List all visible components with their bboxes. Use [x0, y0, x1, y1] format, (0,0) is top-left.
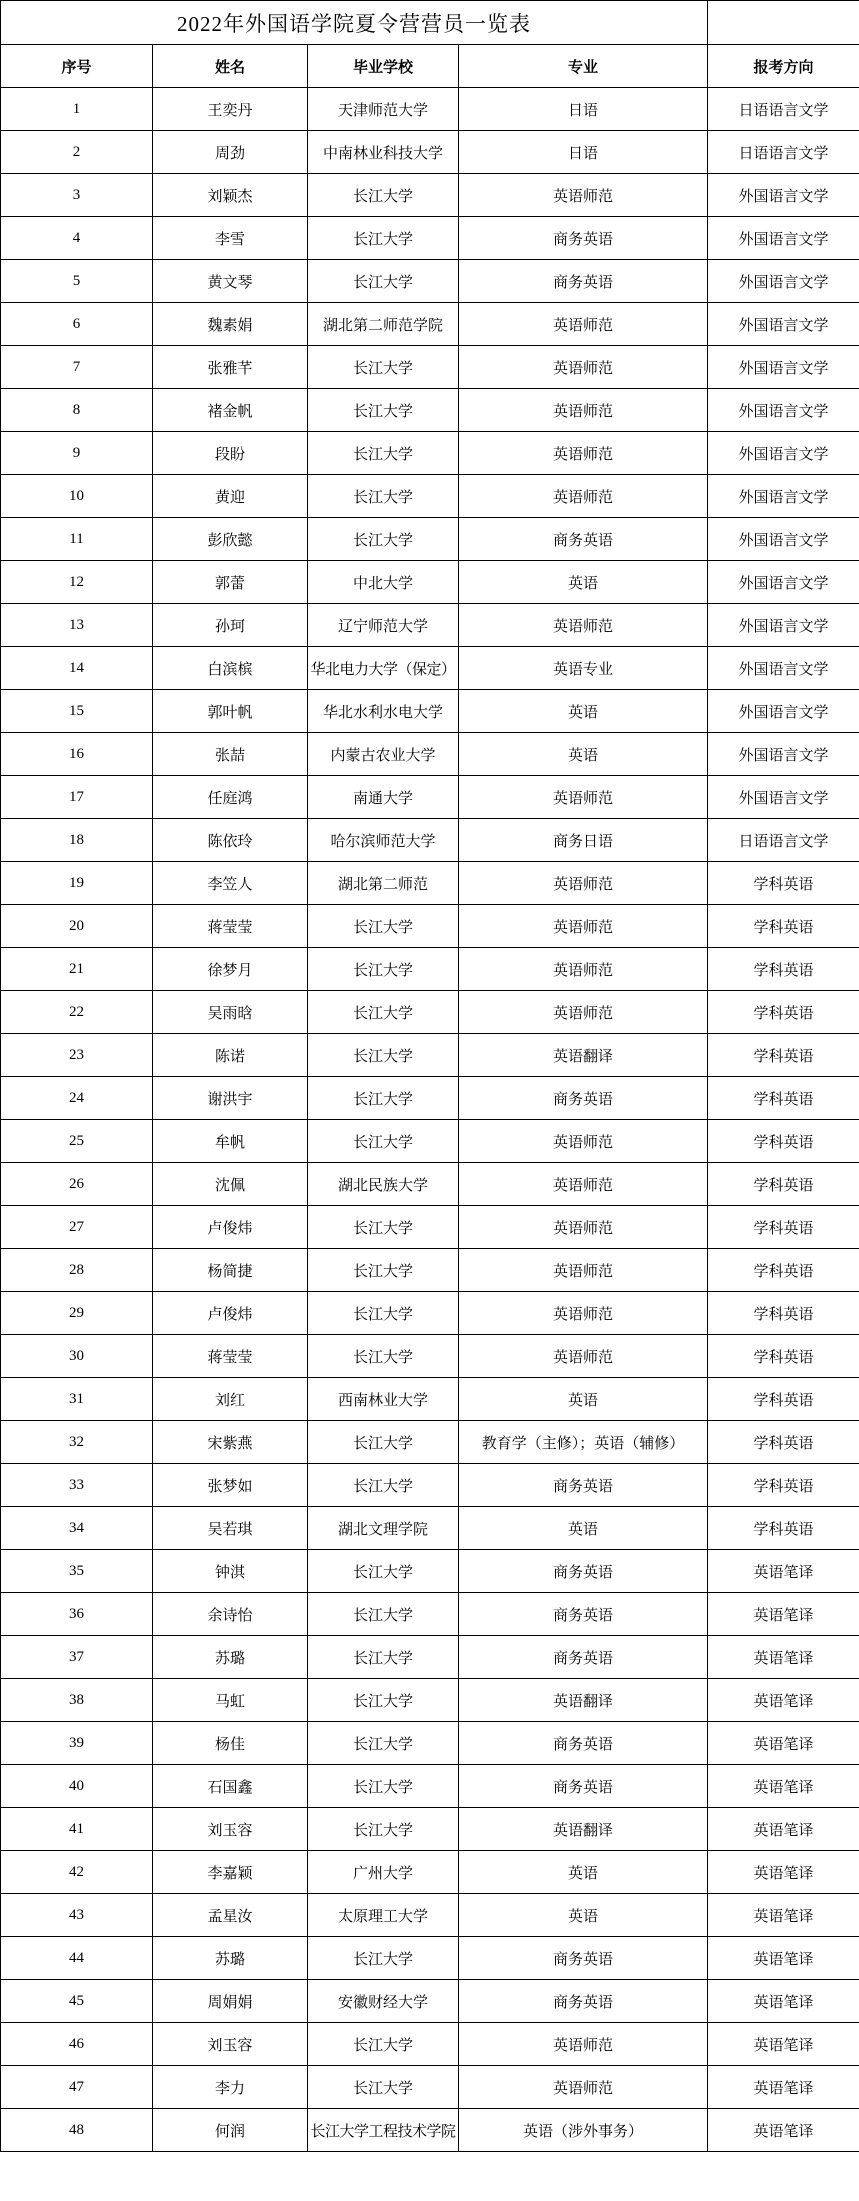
cell-name: 郭蕾 [153, 561, 308, 604]
cell-name: 钟淇 [153, 1550, 308, 1593]
cell-name: 宋紫燕 [153, 1421, 308, 1464]
column-header-no: 序号 [1, 45, 153, 88]
cell-major: 英语师范 [459, 1120, 708, 1163]
cell-school: 长江大学 [308, 217, 459, 260]
table-row [1, 1765, 859, 1808]
cell-major: 英语师范 [459, 475, 708, 518]
table-row [1, 1077, 859, 1120]
cell-no: 17 [1, 776, 153, 819]
table-row [1, 1937, 859, 1980]
cell-major: 英语专业 [459, 647, 708, 690]
cell-no: 2 [1, 131, 153, 174]
table-row [1, 561, 859, 604]
cell-school: 内蒙古农业大学 [308, 733, 459, 776]
table-row [1, 690, 859, 733]
cell-name: 刘颖杰 [153, 174, 308, 217]
cell-name: 段盼 [153, 432, 308, 475]
table-row [1, 776, 859, 819]
cell-no: 4 [1, 217, 153, 260]
cell-school: 长江大学 [308, 1679, 459, 1722]
cell-direction: 外国语言文学 [708, 389, 859, 432]
column-header-direction: 报考方向 [708, 45, 859, 88]
cell-major: 商务英语 [459, 518, 708, 561]
cell-school: 长江大学 [308, 1206, 459, 1249]
cell-school: 华北电力大学（保定） [308, 647, 459, 690]
cell-name: 魏素娟 [153, 303, 308, 346]
cell-name: 李笠人 [153, 862, 308, 905]
cell-no: 19 [1, 862, 153, 905]
cell-major: 商务英语 [459, 1722, 708, 1765]
table-row [1, 1679, 859, 1722]
cell-major: 英语（涉外事务） [459, 2109, 708, 2152]
table-row [1, 1292, 859, 1335]
cell-school: 太原理工大学 [308, 1894, 459, 1937]
table-row [1, 1421, 859, 1464]
cell-no: 31 [1, 1378, 153, 1421]
cell-school: 湖北第二师范 [308, 862, 459, 905]
cell-school: 湖北民族大学 [308, 1163, 459, 1206]
cell-name: 张雅芊 [153, 346, 308, 389]
cell-name: 蒋莹莹 [153, 905, 308, 948]
cell-school: 长江大学 [308, 1077, 459, 1120]
title-row [1, 1, 859, 45]
cell-direction: 外国语言文学 [708, 217, 859, 260]
cell-school: 长江大学 [308, 2023, 459, 2066]
cell-school: 长江大学 [308, 905, 459, 948]
cell-no: 25 [1, 1120, 153, 1163]
cell-major: 英语师范 [459, 2066, 708, 2109]
cell-no: 46 [1, 2023, 153, 2066]
table-row [1, 1249, 859, 1292]
cell-direction: 英语笔译 [708, 1765, 859, 1808]
cell-name: 吴雨晗 [153, 991, 308, 1034]
table-row [1, 733, 859, 776]
cell-direction: 外国语言文学 [708, 475, 859, 518]
cell-name: 黄文琴 [153, 260, 308, 303]
cell-direction: 学科英语 [708, 1292, 859, 1335]
table-row [1, 1464, 859, 1507]
cell-no: 33 [1, 1464, 153, 1507]
page-title: 2022年外国语学院夏令营营员一览表 [1, 1, 708, 45]
cell-no: 5 [1, 260, 153, 303]
cell-no: 47 [1, 2066, 153, 2109]
column-header-name: 姓名 [153, 45, 308, 88]
cell-no: 39 [1, 1722, 153, 1765]
cell-major: 商务日语 [459, 819, 708, 862]
cell-no: 6 [1, 303, 153, 346]
column-header-row [1, 45, 859, 88]
cell-no: 34 [1, 1507, 153, 1550]
cell-direction: 英语笔译 [708, 1808, 859, 1851]
cell-name: 周娟娟 [153, 1980, 308, 2023]
cell-name: 张梦如 [153, 1464, 308, 1507]
cell-school: 中南林业科技大学 [308, 131, 459, 174]
cell-direction: 英语笔译 [708, 1550, 859, 1593]
cell-no: 44 [1, 1937, 153, 1980]
cell-school: 辽宁师范大学 [308, 604, 459, 647]
cell-direction: 外国语言文学 [708, 518, 859, 561]
cell-no: 27 [1, 1206, 153, 1249]
cell-no: 35 [1, 1550, 153, 1593]
cell-direction: 学科英语 [708, 991, 859, 1034]
cell-major: 英语 [459, 1894, 708, 1937]
cell-no: 15 [1, 690, 153, 733]
cell-no: 38 [1, 1679, 153, 1722]
cell-school: 长江大学 [308, 1636, 459, 1679]
cell-direction: 学科英语 [708, 1206, 859, 1249]
cell-name: 徐梦月 [153, 948, 308, 991]
table-row [1, 1550, 859, 1593]
cell-name: 孟星汝 [153, 1894, 308, 1937]
cell-direction: 学科英语 [708, 1335, 859, 1378]
cell-no: 48 [1, 2109, 153, 2152]
table-row [1, 88, 859, 131]
cell-name: 牟帆 [153, 1120, 308, 1163]
cell-major: 英语翻译 [459, 1808, 708, 1851]
cell-school: 长江大学 [308, 518, 459, 561]
cell-direction: 日语语言文学 [708, 88, 859, 131]
cell-name: 杨佳 [153, 1722, 308, 1765]
cell-direction: 学科英语 [708, 1378, 859, 1421]
cell-no: 16 [1, 733, 153, 776]
cell-major: 日语 [459, 131, 708, 174]
table-row [1, 1507, 859, 1550]
cell-school: 长江大学 [308, 2066, 459, 2109]
cell-no: 30 [1, 1335, 153, 1378]
cell-major: 商务英语 [459, 1765, 708, 1808]
table-row [1, 991, 859, 1034]
table-row [1, 432, 859, 475]
cell-no: 7 [1, 346, 153, 389]
cell-no: 21 [1, 948, 153, 991]
cell-school: 长江大学 [308, 174, 459, 217]
cell-no: 37 [1, 1636, 153, 1679]
cell-direction: 日语语言文学 [708, 819, 859, 862]
cell-direction: 外国语言文学 [708, 604, 859, 647]
cell-name: 何润 [153, 2109, 308, 2152]
cell-no: 3 [1, 174, 153, 217]
cell-name: 陈诺 [153, 1034, 308, 1077]
cell-major: 商务英语 [459, 217, 708, 260]
cell-name: 褚金帆 [153, 389, 308, 432]
cell-major: 英语 [459, 733, 708, 776]
table-row [1, 1722, 859, 1765]
cell-direction: 英语笔译 [708, 2109, 859, 2152]
title-empty-cell [708, 1, 859, 45]
cell-no: 1 [1, 88, 153, 131]
cell-school: 长江大学 [308, 991, 459, 1034]
cell-name: 沈佩 [153, 1163, 308, 1206]
cell-no: 36 [1, 1593, 153, 1636]
cell-name: 杨简捷 [153, 1249, 308, 1292]
cell-name: 王奕丹 [153, 88, 308, 131]
table-row [1, 260, 859, 303]
cell-major: 英语师范 [459, 948, 708, 991]
table-row [1, 174, 859, 217]
cell-major: 英语师范 [459, 346, 708, 389]
cell-name: 白滨槟 [153, 647, 308, 690]
table-row [1, 518, 859, 561]
cell-direction: 学科英语 [708, 905, 859, 948]
table-row [1, 1206, 859, 1249]
cell-no: 26 [1, 1163, 153, 1206]
cell-direction: 英语笔译 [708, 1679, 859, 1722]
table-row [1, 1378, 859, 1421]
cell-school: 长江大学 [308, 1722, 459, 1765]
table-row [1, 475, 859, 518]
table-row [1, 1034, 859, 1077]
cell-name: 郭叶帆 [153, 690, 308, 733]
cell-major: 英语师范 [459, 905, 708, 948]
cell-name: 刘玉容 [153, 2023, 308, 2066]
roster-body [1, 88, 859, 2152]
cell-major: 英语 [459, 1507, 708, 1550]
cell-name: 谢洪宇 [153, 1077, 308, 1120]
cell-no: 12 [1, 561, 153, 604]
table-row [1, 1894, 859, 1937]
cell-major: 英语师范 [459, 604, 708, 647]
cell-direction: 外国语言文学 [708, 346, 859, 389]
table-row [1, 2066, 859, 2109]
cell-major: 商务英语 [459, 260, 708, 303]
cell-major: 英语师范 [459, 174, 708, 217]
cell-major: 教育学（主修）；英语（辅修） [459, 1421, 708, 1464]
cell-direction: 外国语言文学 [708, 690, 859, 733]
cell-school: 长江大学 [308, 1937, 459, 1980]
cell-name: 石国鑫 [153, 1765, 308, 1808]
cell-no: 29 [1, 1292, 153, 1335]
cell-direction: 外国语言文学 [708, 733, 859, 776]
table-row [1, 905, 859, 948]
cell-major: 英语 [459, 1378, 708, 1421]
cell-name: 陈依玲 [153, 819, 308, 862]
column-header-major: 专业 [459, 45, 708, 88]
cell-school: 长江大学 [308, 1808, 459, 1851]
table-row [1, 1980, 859, 2023]
cell-name: 马虹 [153, 1679, 308, 1722]
table-row [1, 131, 859, 174]
cell-school: 长江大学 [308, 1765, 459, 1808]
table-row [1, 2109, 859, 2152]
cell-no: 9 [1, 432, 153, 475]
cell-name: 苏璐 [153, 1937, 308, 1980]
cell-school: 长江大学 [308, 1550, 459, 1593]
cell-name: 任庭鸿 [153, 776, 308, 819]
cell-major: 英语师范 [459, 432, 708, 475]
cell-name: 刘红 [153, 1378, 308, 1421]
cell-no: 13 [1, 604, 153, 647]
cell-major: 商务英语 [459, 1464, 708, 1507]
table-row [1, 1335, 859, 1378]
cell-direction: 英语笔译 [708, 1593, 859, 1636]
cell-no: 28 [1, 1249, 153, 1292]
cell-no: 42 [1, 1851, 153, 1894]
cell-direction: 学科英语 [708, 1421, 859, 1464]
cell-school: 长江大学 [308, 432, 459, 475]
cell-no: 11 [1, 518, 153, 561]
table-row [1, 647, 859, 690]
cell-direction: 外国语言文学 [708, 432, 859, 475]
cell-school: 长江大学 [308, 1593, 459, 1636]
cell-direction: 学科英语 [708, 1249, 859, 1292]
cell-school: 长江大学 [308, 1464, 459, 1507]
cell-direction: 英语笔译 [708, 1937, 859, 1980]
cell-school: 长江大学 [308, 1034, 459, 1077]
cell-major: 英语师范 [459, 1206, 708, 1249]
cell-school: 中北大学 [308, 561, 459, 604]
cell-major: 英语师范 [459, 1335, 708, 1378]
cell-no: 8 [1, 389, 153, 432]
cell-school: 天津师范大学 [308, 88, 459, 131]
cell-no: 32 [1, 1421, 153, 1464]
table-row [1, 1593, 859, 1636]
cell-name: 刘玉容 [153, 1808, 308, 1851]
cell-major: 商务英语 [459, 1550, 708, 1593]
cell-major: 商务英语 [459, 1937, 708, 1980]
cell-no: 22 [1, 991, 153, 1034]
cell-name: 周劲 [153, 131, 308, 174]
cell-major: 商务英语 [459, 1636, 708, 1679]
table-row [1, 604, 859, 647]
cell-direction: 外国语言文学 [708, 561, 859, 604]
cell-name: 卢俊炜 [153, 1206, 308, 1249]
table-row [1, 389, 859, 432]
cell-school: 长江大学 [308, 475, 459, 518]
cell-direction: 学科英语 [708, 862, 859, 905]
cell-direction: 外国语言文学 [708, 303, 859, 346]
cell-major: 英语 [459, 1851, 708, 1894]
cell-school: 长江大学 [308, 1421, 459, 1464]
cell-name: 余诗怡 [153, 1593, 308, 1636]
table-row [1, 1120, 859, 1163]
cell-major: 英语师范 [459, 1163, 708, 1206]
cell-major: 英语 [459, 561, 708, 604]
cell-direction: 外国语言文学 [708, 776, 859, 819]
cell-school: 华北水利水电大学 [308, 690, 459, 733]
cell-school: 南通大学 [308, 776, 459, 819]
cell-major: 英语师范 [459, 1292, 708, 1335]
cell-no: 24 [1, 1077, 153, 1120]
cell-direction: 英语笔译 [708, 1636, 859, 1679]
cell-no: 45 [1, 1980, 153, 2023]
cell-name: 蒋莹莹 [153, 1335, 308, 1378]
cell-direction: 学科英语 [708, 1034, 859, 1077]
table-row [1, 1851, 859, 1894]
cell-direction: 外国语言文学 [708, 647, 859, 690]
table-row [1, 1163, 859, 1206]
table-row [1, 948, 859, 991]
table-row [1, 1636, 859, 1679]
cell-no: 43 [1, 1894, 153, 1937]
cell-direction: 学科英语 [708, 1464, 859, 1507]
cell-major: 英语师范 [459, 303, 708, 346]
cell-major: 商务英语 [459, 1980, 708, 2023]
cell-no: 14 [1, 647, 153, 690]
cell-direction: 学科英语 [708, 948, 859, 991]
cell-direction: 英语笔译 [708, 2066, 859, 2109]
cell-no: 23 [1, 1034, 153, 1077]
cell-no: 18 [1, 819, 153, 862]
cell-name: 黄迎 [153, 475, 308, 518]
cell-no: 10 [1, 475, 153, 518]
cell-no: 20 [1, 905, 153, 948]
cell-direction: 外国语言文学 [708, 260, 859, 303]
table-row [1, 1808, 859, 1851]
cell-name: 张喆 [153, 733, 308, 776]
cell-school: 长江大学 [308, 1335, 459, 1378]
cell-school: 长江大学 [308, 948, 459, 991]
cell-school: 西南林业大学 [308, 1378, 459, 1421]
cell-direction: 学科英语 [708, 1507, 859, 1550]
cell-school: 哈尔滨师范大学 [308, 819, 459, 862]
cell-direction: 学科英语 [708, 1077, 859, 1120]
cell-name: 彭欣懿 [153, 518, 308, 561]
cell-school: 湖北第二师范学院 [308, 303, 459, 346]
cell-major: 英语师范 [459, 389, 708, 432]
column-header-school: 毕业学校 [308, 45, 459, 88]
cell-name: 苏璐 [153, 1636, 308, 1679]
cell-major: 英语翻译 [459, 1679, 708, 1722]
cell-major: 商务英语 [459, 1593, 708, 1636]
cell-major: 英语 [459, 690, 708, 733]
table-row [1, 303, 859, 346]
table-row [1, 346, 859, 389]
cell-major: 英语师范 [459, 991, 708, 1034]
cell-direction: 学科英语 [708, 1120, 859, 1163]
cell-school: 长江大学 [308, 1292, 459, 1335]
cell-direction: 英语笔译 [708, 1894, 859, 1937]
cell-direction: 外国语言文学 [708, 174, 859, 217]
table-row [1, 819, 859, 862]
cell-major: 英语师范 [459, 1249, 708, 1292]
cell-school: 长江大学 [308, 346, 459, 389]
cell-direction: 英语笔译 [708, 2023, 859, 2066]
table-row [1, 862, 859, 905]
cell-name: 吴若琪 [153, 1507, 308, 1550]
cell-direction: 日语语言文学 [708, 131, 859, 174]
cell-major: 英语师范 [459, 2023, 708, 2066]
cell-major: 英语师范 [459, 862, 708, 905]
cell-school: 安徽财经大学 [308, 1980, 459, 2023]
table-row [1, 2023, 859, 2066]
cell-school: 湖北文理学院 [308, 1507, 459, 1550]
cell-direction: 学科英语 [708, 1163, 859, 1206]
cell-name: 李雪 [153, 217, 308, 260]
cell-name: 卢俊炜 [153, 1292, 308, 1335]
cell-major: 商务英语 [459, 1077, 708, 1120]
cell-name: 孙珂 [153, 604, 308, 647]
cell-major: 英语翻译 [459, 1034, 708, 1077]
cell-school: 长江大学工程技术学院 [308, 2109, 459, 2152]
cell-school: 长江大学 [308, 1249, 459, 1292]
cell-no: 40 [1, 1765, 153, 1808]
cell-school: 广州大学 [308, 1851, 459, 1894]
table-row [1, 217, 859, 260]
cell-school: 长江大学 [308, 260, 459, 303]
cell-direction: 英语笔译 [708, 1851, 859, 1894]
cell-direction: 英语笔译 [708, 1722, 859, 1765]
cell-school: 长江大学 [308, 389, 459, 432]
cell-no: 41 [1, 1808, 153, 1851]
cell-school: 长江大学 [308, 1120, 459, 1163]
cell-direction: 英语笔译 [708, 1980, 859, 2023]
cell-name: 李力 [153, 2066, 308, 2109]
cell-major: 英语师范 [459, 776, 708, 819]
cell-major: 日语 [459, 88, 708, 131]
cell-name: 李嘉颖 [153, 1851, 308, 1894]
